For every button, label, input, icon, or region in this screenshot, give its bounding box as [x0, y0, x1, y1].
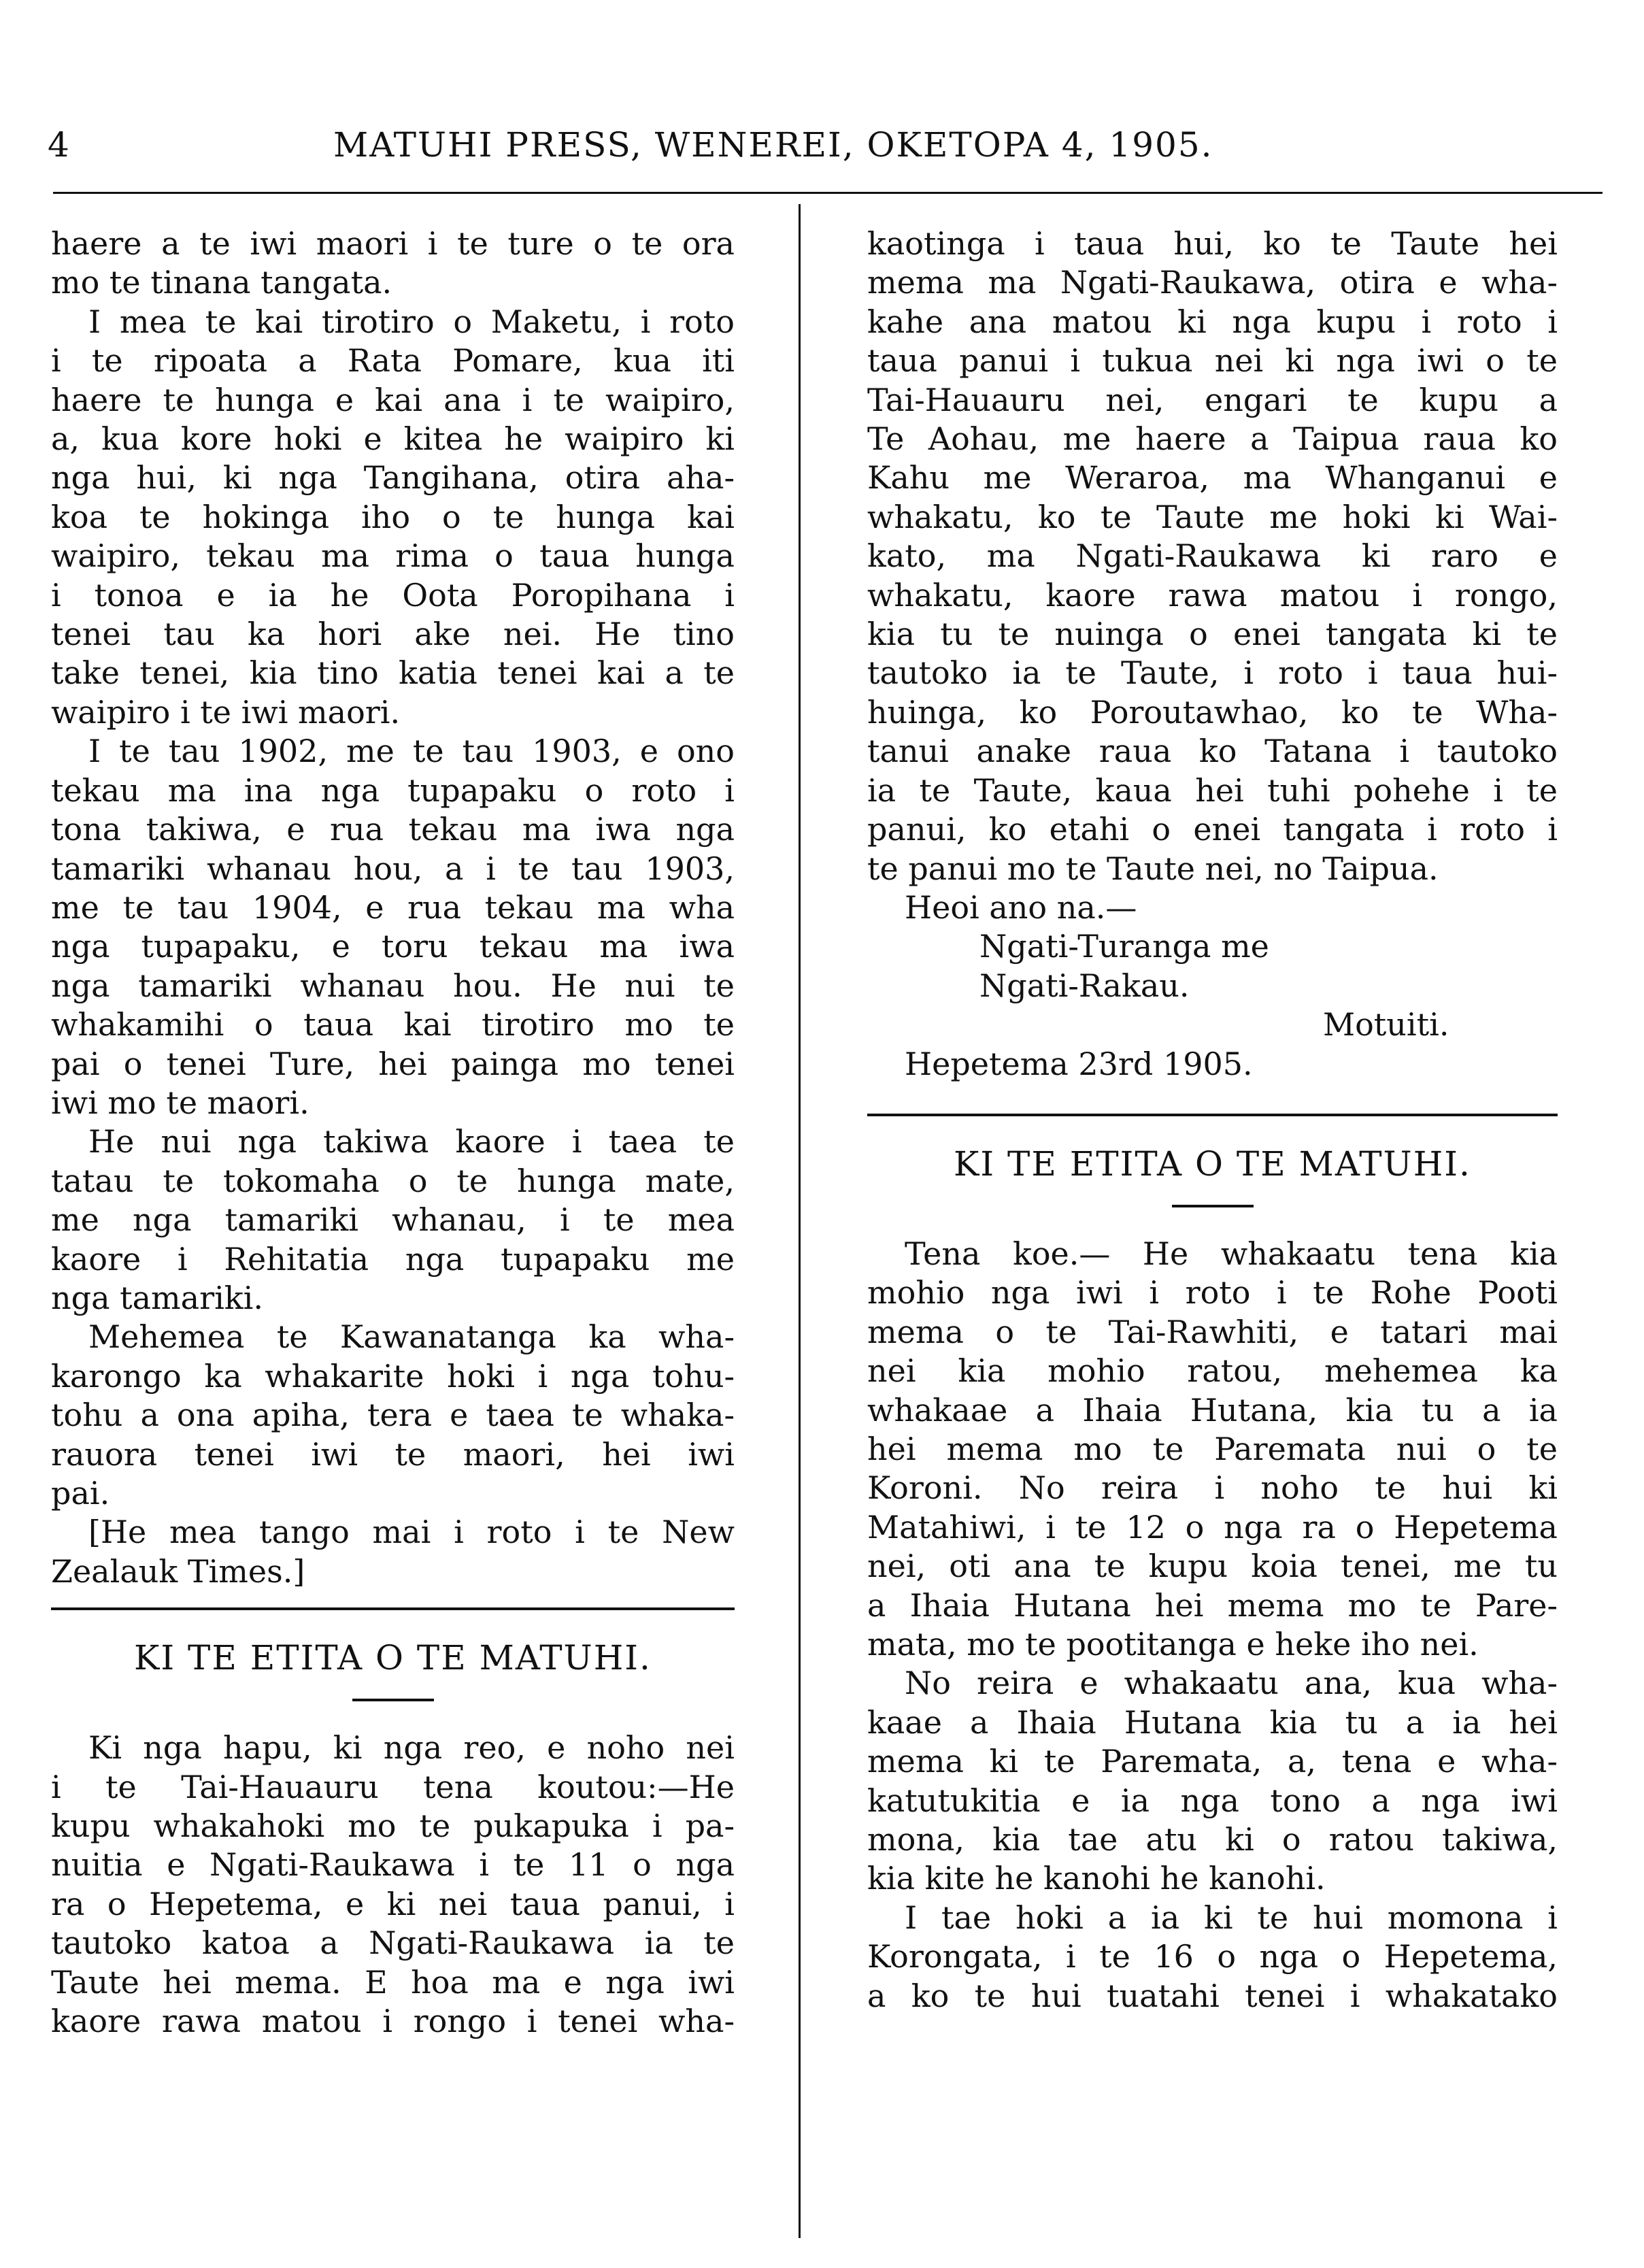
text-line: i te ripoata a Rata Pomare, kua iti [51, 342, 735, 380]
text-line: i tonoa e ia he Oota Poropihana i [51, 576, 735, 614]
text-line: haere a te iwi maori i te ture o te ora [51, 225, 735, 262]
text-line: take tenei, kia tino katia tenei kai a te [51, 654, 735, 692]
text-line: kaore rawa matou i rongo i tenei wha- [51, 2003, 735, 2040]
page-number: 4 [48, 125, 69, 165]
text-line: mo te tinana tangata. [51, 264, 392, 301]
text-line: kia tu te nuinga o enei tangata ki te [867, 616, 1558, 653]
text-line: taua panui i tukua nei ki nga iwi o te [867, 342, 1558, 380]
text-line: haere te hunga e kai ana i te waipiro, [51, 381, 735, 418]
text-line: a ko te hui tuatahi tenei i whakatako [867, 1977, 1558, 2014]
text-line: Matahiwi, i te 12 o nga ra o Hepetema [867, 1508, 1558, 1546]
text-line: koa te hokinga iho o te hunga kai [51, 498, 735, 535]
paragraph [51, 1122, 735, 1318]
letter-body [51, 1729, 735, 2041]
paragraph [51, 224, 735, 303]
text-line: katutukitia e ia nga tono a nga iwi [867, 1782, 1558, 1819]
text-line: rauora tenei iwi te maori, hei iwi [51, 1435, 735, 1473]
text-line: a Ihaia Hutana hei mema mo te Pare- [867, 1586, 1558, 1624]
text-line: Te Aohau, me haere a Taipua raua ko [867, 420, 1558, 458]
left-column [51, 224, 735, 2041]
paragraph [51, 732, 735, 1122]
text-line: me nga tamariki whanau, i te mea [51, 1201, 735, 1239]
text-line: I te tau 1902, me te tau 1903, e ono [88, 733, 735, 770]
section-heading: KI TE ETITA O TE MATUHI. [134, 1638, 652, 1678]
text-line: kia kite he kanohi he kanohi. [867, 1860, 1326, 1897]
text-line: mema ki te Paremata, a, tena e wha- [867, 1743, 1558, 1780]
text-line: [He mea tango mai i roto i te New [88, 1514, 735, 1551]
header-rule [53, 192, 1603, 194]
text-line: pai o tenei Ture, hei painga mo tenei [51, 1045, 735, 1082]
paragraph [51, 303, 735, 732]
text-line: waipiro, tekau ma rima o taua hunga [51, 537, 735, 575]
text-line: Kahu me Weraroa, ma Whanganui e [867, 459, 1558, 497]
text-line: nei, oti ana te kupu koia tenei, me tu [867, 1548, 1558, 1585]
section-rule [51, 1607, 735, 1610]
text-line: Zealauk Times.] [51, 1552, 305, 1590]
text-line: nga tamariki. [51, 1279, 263, 1316]
text-line: pai. [51, 1475, 110, 1512]
signature: Ngati-Rakau. [979, 967, 1190, 1004]
text-line: mona, kia tae atu ki o ratou takiwa, [867, 1821, 1558, 1858]
text-line: tatau te tokomaha o te hunga mate, [51, 1162, 735, 1199]
signature: Ngati-Turanga me [979, 928, 1269, 965]
text-line: waipiro i te iwi maori. [51, 693, 401, 731]
page-header [48, 121, 1598, 169]
text-line: mema o te Tai-Rawhiti, e tatari mai [867, 1313, 1558, 1350]
text-line: whakatu, ko te Taute me hoki ki Wai- [867, 498, 1558, 535]
text-line: Tena koe.— He whakaatu tena kia [905, 1235, 1558, 1272]
paragraph [867, 1235, 1558, 1664]
text-line: kaae a Ihaia Hutana kia tu a ia hei [867, 1703, 1558, 1741]
paragraph [867, 1664, 1558, 1898]
text-line: te panui mo te Taute nei, no Taipua. [867, 850, 1439, 887]
text-line: nuitia e Ngati-Raukawa i te 11 o nga [51, 1846, 735, 1884]
text-line: whakamihi o taua kai tirotiro mo te [51, 1006, 735, 1044]
section-heading: KI TE ETITA O TE MATUHI. [954, 1144, 1471, 1184]
text-line: ra o Hepetema, e ki nei taua panui, i [51, 1885, 735, 1922]
dateline: Hepetema 23rd 1905. [905, 1045, 1253, 1082]
text-line: I mea te kai tirotiro o Maketu, i roto [88, 303, 735, 340]
text-line: kupu whakahoki mo te pukapuka i pa- [51, 1807, 735, 1845]
text-line: i te Tai-Hauauru tena koutou:—He [51, 1768, 735, 1805]
text-line: Taute hei mema. E hoa ma e nga iwi [51, 1963, 735, 2001]
text-line: mohio nga iwi i roto i te Rohe Pooti [867, 1274, 1558, 1312]
text-line: Tai-Hauauru nei, engari te kupu a [867, 381, 1558, 418]
paragraph [51, 1318, 735, 1513]
paragraph [867, 1899, 1558, 2016]
text-line: me te tau 1904, e rua tekau ma wha [51, 888, 735, 926]
text-line: kahe ana matou ki nga kupu i roto i [867, 303, 1558, 340]
text-line: tekau ma ina nga tupapaku o roto i [51, 771, 735, 809]
text-line: nga hui, ki nga Tangihana, otira aha- [51, 459, 735, 497]
paragraph [867, 224, 1558, 888]
text-line: tautoko ia te Taute, i roto i taua hui- [867, 654, 1558, 692]
text-line: hei mema mo te Paremata nui o te [867, 1430, 1558, 1467]
text-line: Mehemea te Kawanatanga ka wha- [88, 1318, 735, 1356]
heading-rule [352, 1699, 434, 1701]
text-line: Korongata, i te 16 o nga o Hepetema, [867, 1938, 1558, 1975]
closing: Heoi ano na.— [905, 888, 1137, 926]
text-line: nga tupapaku, e toru tekau ma iwa [51, 928, 735, 965]
text-line: tanui anake raua ko Tatana i tautoko [867, 733, 1558, 770]
place-name: Motuiti. [1323, 1006, 1449, 1044]
running-head: MATUHI PRESS, WENEREI, OKETOPA 4, 1905. [333, 125, 1213, 165]
text-line: ia te Taute, kaua hei tuhi pohehe i te [867, 771, 1558, 809]
text-line: mema ma Ngati-Raukawa, otira e wha- [867, 264, 1558, 301]
text-line: tenei tau ka hori ake nei. He tino [51, 616, 735, 653]
text-line: huinga, ko Poroutawhao, ko te Wha- [867, 693, 1558, 731]
text-line: iwi mo te maori. [51, 1084, 309, 1121]
text-line: tona takiwa, e rua tekau ma iwa nga [51, 811, 735, 848]
text-line: whakatu, kaore rawa matou i rongo, [867, 576, 1558, 614]
text-line: whakaae a Ihaia Hutana, kia tu a ia [867, 1391, 1558, 1429]
text-line: I tae hoki a ia ki te hui momona i [905, 1899, 1558, 1936]
text-line: tamariki whanau hou, a i te tau 1903, [51, 850, 735, 887]
text-line: Koroni. No reira i noho te hui ki [867, 1469, 1558, 1507]
text-line: kato, ma Ngati-Raukawa ki raro e [867, 537, 1558, 575]
text-line: karongo ka whakarite hoki i nga tohu- [51, 1357, 735, 1395]
text-line: Ki nga hapu, ki nga reo, e noho nei [88, 1729, 735, 1767]
text-line: a, kua kore hoki e kitea he waipiro ki [51, 420, 735, 458]
right-column [867, 224, 1558, 2016]
heading-rule [1172, 1205, 1254, 1207]
section-rule [867, 1114, 1558, 1116]
text-line: tohu a ona apiha, tera e taea te whaka- [51, 1397, 735, 1434]
text-line: tautoko katoa a Ngati-Raukawa ia te [51, 1924, 735, 1962]
text-line: He nui nga takiwa kaore i taea te [88, 1123, 735, 1161]
paragraph [51, 1513, 735, 1591]
text-line: kaore i Rehitatia nga tupapaku me [51, 1240, 735, 1278]
text-line: No reira e whakaatu ana, kua wha- [905, 1665, 1558, 1702]
text-line: nei kia mohio ratou, mehemea ka [867, 1352, 1558, 1390]
text-line: nga tamariki whanau hou. He nui te [51, 967, 735, 1004]
text-line: panui, ko etahi o enei tangata i roto i [867, 811, 1558, 848]
text-line: mata, mo te pootitanga e heke iho nei. [867, 1626, 1479, 1663]
text-line: kaotinga i taua hui, ko te Taute hei [867, 225, 1558, 262]
column-divider [799, 204, 801, 2238]
